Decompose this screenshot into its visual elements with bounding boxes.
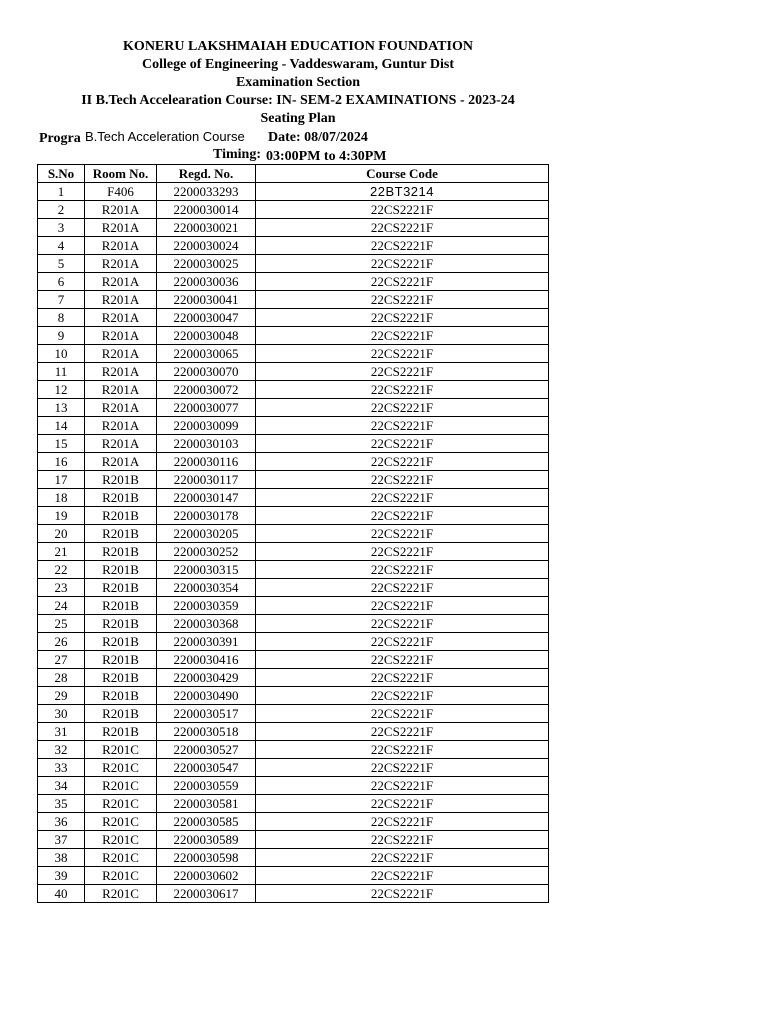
regd-cell: 2200030099 <box>157 417 256 435</box>
table-row <box>38 219 549 237</box>
room-cell: R201B <box>85 489 157 507</box>
room-cell: R201C <box>85 831 157 849</box>
table-row <box>38 651 549 669</box>
sno-cell: 12 <box>38 381 85 399</box>
course-code-cell: 22CS2221F <box>256 831 549 849</box>
sno-cell: 9 <box>38 327 85 345</box>
sno-cell: 35 <box>38 795 85 813</box>
course-code-cell: 22CS2221F <box>256 399 549 417</box>
table-row <box>38 597 549 615</box>
sno-cell: 16 <box>38 453 85 471</box>
sno-cell: 3 <box>38 219 85 237</box>
table-row <box>38 831 549 849</box>
course-code-cell: 22CS2221F <box>256 201 549 219</box>
room-cell: R201A <box>85 435 157 453</box>
course-code-cell: 22CS2221F <box>256 435 549 453</box>
course-code-cell: 22CS2221F <box>256 345 549 363</box>
sno-cell: 39 <box>38 867 85 885</box>
table-row <box>38 435 549 453</box>
sno-cell: 40 <box>38 885 85 903</box>
regd-cell: 2200030354 <box>157 579 256 597</box>
regd-cell: 2200030547 <box>157 759 256 777</box>
table-row <box>38 885 549 903</box>
course-code-cell: 22CS2221F <box>256 489 549 507</box>
course-code-cell: 22CS2221F <box>256 651 549 669</box>
sno-cell: 1 <box>38 183 85 201</box>
sno-cell: 32 <box>38 741 85 759</box>
regd-cell: 2200030589 <box>157 831 256 849</box>
sno-cell: 2 <box>38 201 85 219</box>
table-row <box>38 453 549 471</box>
room-cell: R201A <box>85 219 157 237</box>
room-cell: F406 <box>85 183 157 201</box>
regd-cell: 2200030585 <box>157 813 256 831</box>
table-row <box>38 399 549 417</box>
room-cell: R201B <box>85 705 157 723</box>
regd-cell: 2200030178 <box>157 507 256 525</box>
sno-cell: 22 <box>38 561 85 579</box>
seating-plan-table <box>37 164 549 903</box>
room-cell: R201A <box>85 291 157 309</box>
regd-cell: 2200030517 <box>157 705 256 723</box>
regd-cell: 2200030598 <box>157 849 256 867</box>
course-code-cell: 22CS2221F <box>256 687 549 705</box>
room-cell: R201A <box>85 237 157 255</box>
section-title: Examination Section <box>235 75 361 90</box>
room-cell: R201C <box>85 741 157 759</box>
room-cell: R201B <box>85 669 157 687</box>
regd-cell: 2200030416 <box>157 651 256 669</box>
course-code-cell: 22CS2221F <box>256 669 549 687</box>
room-cell: R201B <box>85 471 157 489</box>
regd-cell: 2200030065 <box>157 345 256 363</box>
regd-cell: 2200030391 <box>157 633 256 651</box>
room-cell: R201B <box>85 723 157 741</box>
room-cell: R201B <box>85 507 157 525</box>
table-row <box>38 273 549 291</box>
column-header-room: Room No. <box>85 165 157 183</box>
course-code-cell: 22CS2221F <box>256 795 549 813</box>
timing-label: Timing: <box>213 147 261 162</box>
table-row <box>38 381 549 399</box>
sno-cell: 7 <box>38 291 85 309</box>
table-row <box>38 345 549 363</box>
table-row <box>38 579 549 597</box>
sno-cell: 11 <box>38 363 85 381</box>
sno-cell: 27 <box>38 651 85 669</box>
sno-cell: 24 <box>38 597 85 615</box>
room-cell: R201A <box>85 453 157 471</box>
room-cell: R201A <box>85 363 157 381</box>
sno-cell: 37 <box>38 831 85 849</box>
table-row <box>38 291 549 309</box>
regd-cell: 2200030359 <box>157 597 256 615</box>
course-code-cell: 22CS2221F <box>256 759 549 777</box>
column-header-regd: Regd. No. <box>157 165 256 183</box>
table-header-row <box>38 165 549 183</box>
table-row <box>38 327 549 345</box>
regd-cell: 2200030527 <box>157 741 256 759</box>
sno-cell: 15 <box>38 435 85 453</box>
regd-cell: 2200030315 <box>157 561 256 579</box>
regd-cell: 2200030041 <box>157 291 256 309</box>
sno-cell: 20 <box>38 525 85 543</box>
room-cell: R201B <box>85 633 157 651</box>
course-code-cell: 22CS2221F <box>256 543 549 561</box>
table-row <box>38 417 549 435</box>
room-cell: R201B <box>85 615 157 633</box>
regd-cell: 2200030014 <box>157 201 256 219</box>
program-value: B.Tech Acceleration Course <box>85 129 245 144</box>
sno-cell: 4 <box>38 237 85 255</box>
table-row <box>38 615 549 633</box>
room-cell: R201C <box>85 759 157 777</box>
sno-cell: 8 <box>38 309 85 327</box>
table-row <box>38 507 549 525</box>
course-code-cell: 22CS2221F <box>256 723 549 741</box>
regd-cell: 2200030518 <box>157 723 256 741</box>
room-cell: R201C <box>85 849 157 867</box>
room-cell: R201C <box>85 885 157 903</box>
table-row <box>38 309 549 327</box>
sno-cell: 31 <box>38 723 85 741</box>
course-code-cell: 22CS2221F <box>256 813 549 831</box>
sno-cell: 25 <box>38 615 85 633</box>
room-cell: R201B <box>85 651 157 669</box>
course-code-cell: 22CS2221F <box>256 219 549 237</box>
table-row <box>38 201 549 219</box>
course-code-cell: 22CS2221F <box>256 777 549 795</box>
table-row <box>38 759 549 777</box>
course-code-cell: 22CS2221F <box>256 867 549 885</box>
regd-cell: 2200030036 <box>157 273 256 291</box>
sno-cell: 18 <box>38 489 85 507</box>
sno-cell: 28 <box>38 669 85 687</box>
regd-cell: 2200030021 <box>157 219 256 237</box>
table-row <box>38 813 549 831</box>
course-code-cell: 22CS2221F <box>256 273 549 291</box>
table-row <box>38 363 549 381</box>
table-row <box>38 723 549 741</box>
regd-cell: 2200030581 <box>157 795 256 813</box>
table-row <box>38 525 549 543</box>
table-row <box>38 777 549 795</box>
document-type: Seating Plan <box>260 111 336 126</box>
room-cell: R201A <box>85 327 157 345</box>
room-cell: R201A <box>85 399 157 417</box>
regd-cell: 2200030117 <box>157 471 256 489</box>
regd-cell: 2200030205 <box>157 525 256 543</box>
room-cell: R201C <box>85 813 157 831</box>
sno-cell: 36 <box>38 813 85 831</box>
regd-cell: 2200030559 <box>157 777 256 795</box>
regd-cell: 2200030077 <box>157 399 256 417</box>
regd-cell: 2200033293 <box>157 183 256 201</box>
sno-cell: 34 <box>38 777 85 795</box>
sno-cell: 23 <box>38 579 85 597</box>
foundation-title: KONERU LAKSHMAIAH EDUCATION FOUNDATION <box>123 39 473 54</box>
sno-cell: 6 <box>38 273 85 291</box>
room-cell: R201B <box>85 543 157 561</box>
table-row <box>38 489 549 507</box>
course-code-cell: 22CS2221F <box>256 525 549 543</box>
course-code-cell: 22CS2221F <box>256 705 549 723</box>
regd-cell: 2200030490 <box>157 687 256 705</box>
course-code-cell: 22CS2221F <box>256 363 549 381</box>
table-row <box>38 183 549 201</box>
sno-cell: 5 <box>38 255 85 273</box>
room-cell: R201A <box>85 345 157 363</box>
sno-cell: 10 <box>38 345 85 363</box>
table-row <box>38 255 549 273</box>
room-cell: R201A <box>85 417 157 435</box>
course-code-cell: 22CS2221F <box>256 255 549 273</box>
room-cell: R201B <box>85 597 157 615</box>
course-code-cell: 22CS2221F <box>256 615 549 633</box>
sno-cell: 29 <box>38 687 85 705</box>
course-code-cell: 22CS2221F <box>256 633 549 651</box>
table-row <box>38 687 549 705</box>
sno-cell: 33 <box>38 759 85 777</box>
sno-cell: 21 <box>38 543 85 561</box>
room-cell: R201C <box>85 795 157 813</box>
regd-cell: 2200030429 <box>157 669 256 687</box>
table-row <box>38 543 549 561</box>
regd-cell: 2200030048 <box>157 327 256 345</box>
course-code-cell: 22CS2221F <box>256 741 549 759</box>
course-code-cell: 22CS2221F <box>256 417 549 435</box>
sno-cell: 17 <box>38 471 85 489</box>
room-cell: R201A <box>85 201 157 219</box>
table-row <box>38 237 549 255</box>
sno-cell: 14 <box>38 417 85 435</box>
college-title: College of Engineering - Vaddeswaram, Guntur Dist <box>141 57 455 72</box>
regd-cell: 2200030252 <box>157 543 256 561</box>
room-cell: R201A <box>85 381 157 399</box>
regd-cell: 2200030617 <box>157 885 256 903</box>
room-cell: R201C <box>85 867 157 885</box>
regd-cell: 2200030024 <box>157 237 256 255</box>
column-header-course: Course Code <box>256 165 549 183</box>
room-cell: R201C <box>85 777 157 795</box>
table-row <box>38 633 549 651</box>
sno-cell: 26 <box>38 633 85 651</box>
program-label: Progra <box>39 131 81 146</box>
regd-cell: 2200030368 <box>157 615 256 633</box>
course-code-cell: 22CS2221F <box>256 381 549 399</box>
sno-cell: 38 <box>38 849 85 867</box>
table-body <box>38 183 549 903</box>
exam-date: Date: 08/07/2024 <box>268 130 368 145</box>
regd-cell: 2200030047 <box>157 309 256 327</box>
timing-value: 03:00PM to 4:30PM <box>266 149 387 164</box>
table-row <box>38 705 549 723</box>
regd-cell: 2200030072 <box>157 381 256 399</box>
course-code-cell: 22CS2221F <box>256 597 549 615</box>
table-row <box>38 741 549 759</box>
regd-cell: 2200030070 <box>157 363 256 381</box>
room-cell: R201B <box>85 561 157 579</box>
course-code-cell: 22CS2221F <box>256 849 549 867</box>
sno-cell: 30 <box>38 705 85 723</box>
regd-cell: 2200030025 <box>157 255 256 273</box>
room-cell: R201B <box>85 687 157 705</box>
column-header-sno: S.No <box>38 165 85 183</box>
exam-title: II B.Tech Accelearation Course: IN- SEM-2 EXAMINATIONS - 2023-24 <box>81 93 515 108</box>
room-cell: R201A <box>85 255 157 273</box>
regd-cell: 2200030116 <box>157 453 256 471</box>
table-row <box>38 471 549 489</box>
course-code-cell: 22CS2221F <box>256 453 549 471</box>
course-code-cell: 22CS2221F <box>256 237 549 255</box>
regd-cell: 2200030103 <box>157 435 256 453</box>
regd-cell: 2200030602 <box>157 867 256 885</box>
regd-cell: 2200030147 <box>157 489 256 507</box>
room-cell: R201A <box>85 273 157 291</box>
course-code-cell: 22CS2221F <box>256 291 549 309</box>
table-row <box>38 867 549 885</box>
room-cell: R201A <box>85 309 157 327</box>
sno-cell: 19 <box>38 507 85 525</box>
course-code-cell: 22CS2221F <box>256 327 549 345</box>
room-cell: R201B <box>85 525 157 543</box>
course-code-cell: 22CS2221F <box>256 471 549 489</box>
table-row <box>38 669 549 687</box>
table-row <box>38 795 549 813</box>
course-code-cell: 22CS2221F <box>256 579 549 597</box>
room-cell: R201B <box>85 579 157 597</box>
table-row <box>38 561 549 579</box>
course-code-cell: 22CS2221F <box>256 309 549 327</box>
course-code-cell: 22CS2221F <box>256 507 549 525</box>
course-code-cell: 22CS2221F <box>256 885 549 903</box>
table-row <box>38 849 549 867</box>
course-code-cell: 22CS2221F <box>256 561 549 579</box>
sno-cell: 13 <box>38 399 85 417</box>
course-code-cell: 22BT3214 <box>256 183 549 201</box>
